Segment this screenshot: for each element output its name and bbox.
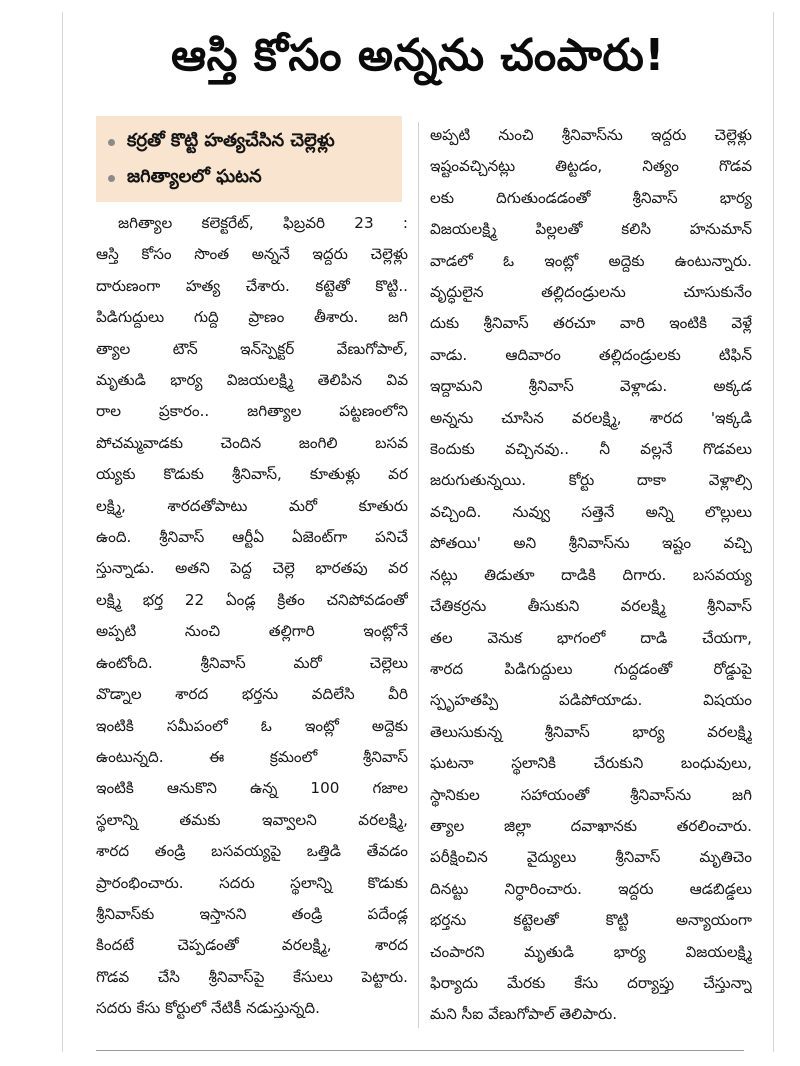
body-line: వృద్ధులైన తల్లిదండ్రులను చూసుకునేం <box>430 283 752 302</box>
body-line: స్థలాన్ని తమకు ఇవ్వాలని వరలక్ష్మి, <box>96 810 408 829</box>
body-line: ఉంది. శ్రీనివాస్ ఆర్టీఏ ఏజెంట్‌గా పనిచే <box>96 528 408 547</box>
highlight-text: కర్రతో కొట్టి హత్యచేసిన చెల్లెళ్లు <box>127 129 335 151</box>
bullet-dot-icon <box>108 139 115 146</box>
bottom-rule <box>96 1050 744 1051</box>
body-line: పోతయి' అని శ్రీనివాస్‌ను ఇష్టం వచ్చి <box>430 534 752 553</box>
body-line: చేతికర్రను తీసుకుని వరలక్ష్మి శ్రీనివాస్ <box>430 597 752 616</box>
body-line: ఇంటికి సమీపంలో ఓ ఇంట్లో అద్దెకు <box>96 716 408 735</box>
body-line: ఇద్దామని శ్రీనివాస్ వెళ్లాడు. అక్కడ <box>430 377 752 396</box>
highlight-item <box>104 124 394 160</box>
body-line: లకు దిగుతుండడంతో శ్రీనివాస్ భార్య <box>430 188 752 207</box>
body-line: స్పృహతప్పి పడిపోయాడు. విషయం <box>430 691 752 710</box>
body-line: లక్ష్మి భర్త 22 ఏండ్ల క్రితం చనిపోవడంతో <box>96 590 408 609</box>
body-line: ఇష్టంవచ్చినట్లు తిట్టడం, నిత్యం గొడవ <box>430 157 752 176</box>
highlight-item <box>104 160 394 196</box>
body-line: పరీక్షించిన వైద్యులు శ్రీనివాస్ మృతిచెం <box>430 848 752 867</box>
body-line: తెలుసుకున్న శ్రీనివాస్ భార్య వరలక్ష్మి <box>430 722 752 741</box>
body-line: ఉంటోంది. శ్రీనివాస్ మరో చెల్లెలు <box>96 653 408 672</box>
body-line: కిందటే చెప్పడంతో వరలక్ష్మి, శారద <box>96 936 408 955</box>
body-line: త్యాల టౌన్ ఇన్‌స్పెక్టర్ వేణుగోపాల్, <box>96 339 408 358</box>
highlight-box <box>96 116 402 202</box>
body-line: చంపారని మృతుడి భార్య విజయలక్ష్మి <box>430 942 752 961</box>
body-line: లక్ష్మి, శారదతోపాటు మరో కూతురు <box>96 496 408 515</box>
body-line: స్థానికుల సహాయంతో శ్రీనివాస్‌ను జగి <box>430 785 752 804</box>
body-line: ఇంటికి ఆనుకొని ఉన్న 100 గజాల <box>96 779 408 798</box>
body-line: మని సీఐ వేణుగోపాల్ తెలిపారు. <box>430 1005 618 1024</box>
body-line: ప్రారంభించారు. సదరు స్థలాన్ని కొడుకు <box>96 873 408 892</box>
body-line: వొడ్నాల శారద భర్తను వదిలేసి వీరి <box>96 685 408 704</box>
body-line: మృతుడి భార్య విజయలక్ష్మి తెలిపిన వివ <box>96 371 408 390</box>
body-line: ఫిర్యాదు మేరకు కేసు దర్యాప్తు చేస్తున్నా <box>430 973 752 992</box>
body-line: వాడలో ఓ ఇంట్లో అద్దెకు ఉంటున్నారు. <box>430 251 752 270</box>
body-line: జరుగుతున్నయి. కోర్టు దాకా వెళ్లాల్సి <box>430 471 752 490</box>
body-line: గొడవ చేసి శ్రీనివాస్‌పై కేసులు పెట్టారు. <box>96 967 408 986</box>
body-line: పోచమ్మవాడకు చెందిన జంగిలి బసవ <box>96 433 408 452</box>
body-line: శ్రీనివాస్‌కు ఇస్తానని తండ్రి పదేండ్ల <box>96 904 408 923</box>
body-line: విజయలక్ష్మి పిల్లలతో కలిసి హనుమాన్ <box>430 220 752 239</box>
body-line: దుకు శ్రీనివాస్ తరచూ వారి ఇంటికి వెళ్లే <box>430 314 752 333</box>
body-line: య్యకు కొడుకు శ్రీనివాస్, కూతుళ్లు వర <box>96 465 408 484</box>
body-line: రాల ప్రకారం.. జగిత్యాల పట్టణంలోని <box>96 402 408 421</box>
body-line: శారద తండ్రి బసవయ్యపై ఒత్తిడి తేవడం <box>96 842 408 861</box>
column-divider <box>418 122 419 1028</box>
body-line: భర్తను కట్టెలతో కొట్టి అన్యాయంగా <box>430 911 752 930</box>
body-line: స్తున్నాడు. అతని పెద్ద చెల్లె భారతపు వర <box>96 559 408 578</box>
body-line: అన్నను చూసిన వరలక్ష్మి, శారద 'ఇక్కడి <box>430 408 752 427</box>
body-line: ఉంటున్నది. ఈ క్రమంలో శ్రీనివాస్ <box>96 747 408 766</box>
body-line: అప్పటి నుంచి తల్లిగారి ఇంట్లోనే <box>96 622 408 641</box>
article-left-column <box>96 208 408 1025</box>
body-line: త్యాల జిల్లా దవాఖానకు తరలించారు. <box>430 816 752 835</box>
body-line: పిడిగుద్దులు గుద్ది ప్రాణం తీశారు. జగి <box>96 308 408 327</box>
article-right-column <box>430 120 752 1031</box>
body-line: నట్లు తిడుతూ దాడికి దిగారు. బసవయ్య <box>430 565 752 584</box>
body-line: ఘటనా స్థలానికి చేరుకుని బంధువులు, <box>430 754 752 773</box>
article-headline: ఆస్తి కోసం అన్నను చంపారు! <box>171 30 665 81</box>
body-line: కెందుకు వచ్చినవు.. నీ వల్లనే గొడవలు <box>430 440 752 459</box>
body-line: ఆస్తి కోసం సొంత అన్ననే ఇద్దరు చెల్లెళ్లు <box>96 245 408 264</box>
body-line: వాడు. ఆదివారం తల్లిదండ్రులకు టిఫిన్ <box>430 345 752 364</box>
body-line: తల వెనుక భాగంలో దాడి చేయగా, <box>430 628 752 647</box>
body-line: శారద పిడిగుద్దులు గుద్దడంతో రోడ్డుపై <box>430 659 752 678</box>
highlight-text: జగిత్యాలలో ఘటన <box>127 165 262 187</box>
body-line: సదరు కేసు కోర్టులో నేటికీ నడుస్తున్నది. <box>96 999 320 1018</box>
body-line: అప్పటి నుంచి శ్రీనివాస్‌ను ఇద్దరు చెల్లెళ్లు <box>430 126 752 144</box>
dateline: జగిత్యాల కలెక్టరేట్, ఫిబ్రవరి 23 : <box>118 214 408 232</box>
body-line: దారుణంగా హత్య చేశారు. కట్టెతో కొట్టి.. <box>96 276 408 295</box>
body-line: వచ్చింది. నువ్వు సత్తెనే అన్ని లొల్లులు <box>430 502 752 521</box>
bullet-dot-icon <box>108 175 115 182</box>
body-line: దినట్టు నిర్ధారించారు. ఇద్దరు ఆడబిడ్డలు <box>430 879 752 898</box>
